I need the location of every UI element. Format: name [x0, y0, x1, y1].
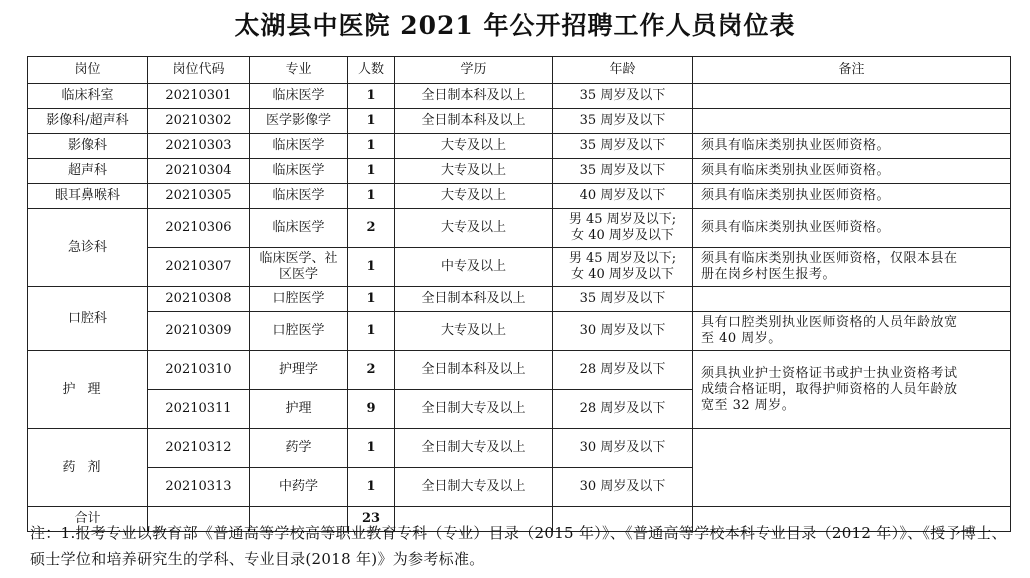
- remarks-cell: 须具有临床类别执业医师资格。: [693, 184, 1011, 209]
- code-cell: 20210304: [148, 159, 250, 184]
- table-row: [28, 248, 1011, 287]
- count-cell: 1: [348, 134, 395, 159]
- col-header-remarks: 备注: [693, 57, 1011, 84]
- table-header-row: [28, 57, 1011, 84]
- remarks-line: 须具有临床类别执业医师资格，仅限本县在: [701, 251, 958, 266]
- age-line: 男 45 周岁及以下;: [568, 251, 677, 266]
- table-row: [28, 109, 1011, 134]
- code-cell: 20210309: [148, 312, 250, 351]
- major-cell: 临床医学: [250, 209, 348, 248]
- education-cell: 大专及以上: [395, 134, 553, 159]
- major-line: 临床医学、社: [259, 251, 338, 266]
- footnote: 注：1.报考专业以教育部《普通高等学校高等职业教育专科（专业）目录（2015 年）》、《普通高等学校本科专业目录（2012 年）》、《授予博士、硕士学位和培养研究生的学科、专业目录(2018 年)》为参考标准。: [30, 524, 1007, 568]
- age-cell: 35 周岁及以下: [553, 109, 693, 134]
- age-cell: [553, 248, 693, 287]
- age-cell: 35 周岁及以下: [553, 134, 693, 159]
- count-cell: 1: [348, 248, 395, 287]
- age-cell: 30 周岁及以下: [553, 312, 693, 351]
- code-cell: 20210310: [148, 351, 250, 390]
- post-cell: 口腔科: [28, 287, 148, 351]
- education-cell: 中专及以上: [395, 248, 553, 287]
- post-cell: 护理: [28, 351, 148, 429]
- major-cell: 临床医学: [250, 134, 348, 159]
- post-cell: 超声科: [28, 159, 148, 184]
- count-cell: 2: [348, 351, 395, 390]
- major-cell: 口腔医学: [250, 312, 348, 351]
- post-cell: 急诊科: [28, 209, 148, 287]
- code-cell: 20210301: [148, 84, 250, 109]
- code-cell: 20210311: [148, 390, 250, 429]
- table-row: [28, 184, 1011, 209]
- count-cell: 9: [348, 390, 395, 429]
- code-cell: 20210302: [148, 109, 250, 134]
- post-cell: 临床科室: [28, 84, 148, 109]
- col-header-code: 岗位代码: [148, 57, 250, 84]
- table-row: [28, 209, 1011, 248]
- education-cell: 全日制本科及以上: [395, 287, 553, 312]
- post-cell: 眼耳鼻喉科: [28, 184, 148, 209]
- major-cell: 临床医学: [250, 184, 348, 209]
- remarks-line: 册在岗乡村医生报考。: [701, 267, 837, 282]
- table-row: [28, 312, 1011, 351]
- remarks-cell: [693, 109, 1011, 134]
- major-cell: 药学: [250, 429, 348, 468]
- count-cell: 1: [348, 84, 395, 109]
- col-header-major: 专业: [250, 57, 348, 84]
- code-cell: 20210313: [148, 468, 250, 507]
- remarks-cell: [693, 312, 1011, 351]
- age-cell: 30 周岁及以下: [553, 468, 693, 507]
- age-cell: [553, 209, 693, 248]
- education-cell: 全日制本科及以上: [395, 84, 553, 109]
- education-cell: 全日制大专及以上: [395, 429, 553, 468]
- total-count: 23: [348, 507, 395, 532]
- remarks-cell: 须具有临床类别执业医师资格。: [693, 134, 1011, 159]
- age-line: 女 40 周岁及以下: [571, 267, 674, 282]
- count-cell: 1: [348, 184, 395, 209]
- major-cell: 临床医学: [250, 159, 348, 184]
- count-cell: 2: [348, 209, 395, 248]
- remarks-line: 成绩合格证明，取得护师资格的人员年龄放: [701, 381, 958, 397]
- education-cell: 大专及以上: [395, 209, 553, 248]
- page-title: 太湖县中医院 2021 年公开招聘工作人员岗位表: [234, 11, 796, 40]
- code-cell: 20210303: [148, 134, 250, 159]
- col-header-education: 学历: [395, 57, 553, 84]
- code-cell: 20210307: [148, 248, 250, 287]
- education-cell: 全日制大专及以上: [395, 390, 553, 429]
- remarks-line: 须具执业护士资格证书或护士执业资格考试: [701, 365, 958, 381]
- age-cell: 30 周岁及以下: [553, 429, 693, 468]
- age-line: 男 45 周岁及以下;: [568, 212, 677, 227]
- remarks-cell: [693, 84, 1011, 109]
- age-cell: 40 周岁及以下: [553, 184, 693, 209]
- table-row: [28, 287, 1011, 312]
- code-cell: 20210308: [148, 287, 250, 312]
- education-cell: 大专及以上: [395, 184, 553, 209]
- age-cell: 35 周岁及以下: [553, 84, 693, 109]
- age-cell: 28 周岁及以下: [553, 351, 693, 390]
- education-cell: 大专及以上: [395, 312, 553, 351]
- major-line: 区医学: [278, 267, 318, 282]
- col-header-age: 年龄: [553, 57, 693, 84]
- positions-table: [27, 56, 1011, 532]
- major-cell: 医学影像学: [250, 109, 348, 134]
- education-cell: 全日制本科及以上: [395, 109, 553, 134]
- count-cell: 1: [348, 429, 395, 468]
- major-cell: 临床医学: [250, 84, 348, 109]
- remarks-line: 至 40 周岁。: [701, 331, 782, 346]
- table-row: [28, 84, 1011, 109]
- age-cell: 35 周岁及以下: [553, 287, 693, 312]
- major-cell: [250, 248, 348, 287]
- code-cell: 20210312: [148, 429, 250, 468]
- age-line: 女 40 周岁及以下: [571, 228, 674, 243]
- count-cell: 1: [348, 468, 395, 507]
- major-cell: 护理学: [250, 351, 348, 390]
- education-cell: 大专及以上: [395, 159, 553, 184]
- count-cell: 1: [348, 312, 395, 351]
- age-cell: 28 周岁及以下: [553, 390, 693, 429]
- table-row: [28, 159, 1011, 184]
- remarks-cell: [693, 351, 1011, 429]
- post-cell: 药剂: [28, 429, 148, 507]
- count-cell: 1: [348, 109, 395, 134]
- major-cell: 口腔医学: [250, 287, 348, 312]
- code-cell: 20210305: [148, 184, 250, 209]
- count-cell: 1: [348, 287, 395, 312]
- remarks-cell: 须具有临床类别执业医师资格。: [693, 159, 1011, 184]
- col-header-post: 岗位: [28, 57, 148, 84]
- education-cell: 全日制本科及以上: [395, 351, 553, 390]
- remarks-line: 宽至 32 周岁。: [701, 397, 796, 413]
- remarks-cell: [693, 248, 1011, 287]
- remarks-cell: 须具有临床类别执业医师资格。: [693, 209, 1011, 248]
- post-cell: 影像科/超声科: [28, 109, 148, 134]
- education-cell: 全日制大专及以上: [395, 468, 553, 507]
- remarks-cell: [693, 287, 1011, 312]
- post-cell: 影像科: [28, 134, 148, 159]
- major-cell: 护理: [250, 390, 348, 429]
- col-header-count: 人数: [348, 57, 395, 84]
- table-row: [28, 134, 1011, 159]
- remarks-line: 具有口腔类别执业医师资格的人员年龄放宽: [701, 315, 958, 330]
- code-cell: 20210306: [148, 209, 250, 248]
- age-cell: 35 周岁及以下: [553, 159, 693, 184]
- table-row: [28, 429, 1011, 468]
- count-cell: 1: [348, 159, 395, 184]
- table-row: [28, 351, 1011, 390]
- total-label: 合计: [28, 507, 148, 532]
- remarks-cell: [693, 429, 1011, 507]
- major-cell: 中药学: [250, 468, 348, 507]
